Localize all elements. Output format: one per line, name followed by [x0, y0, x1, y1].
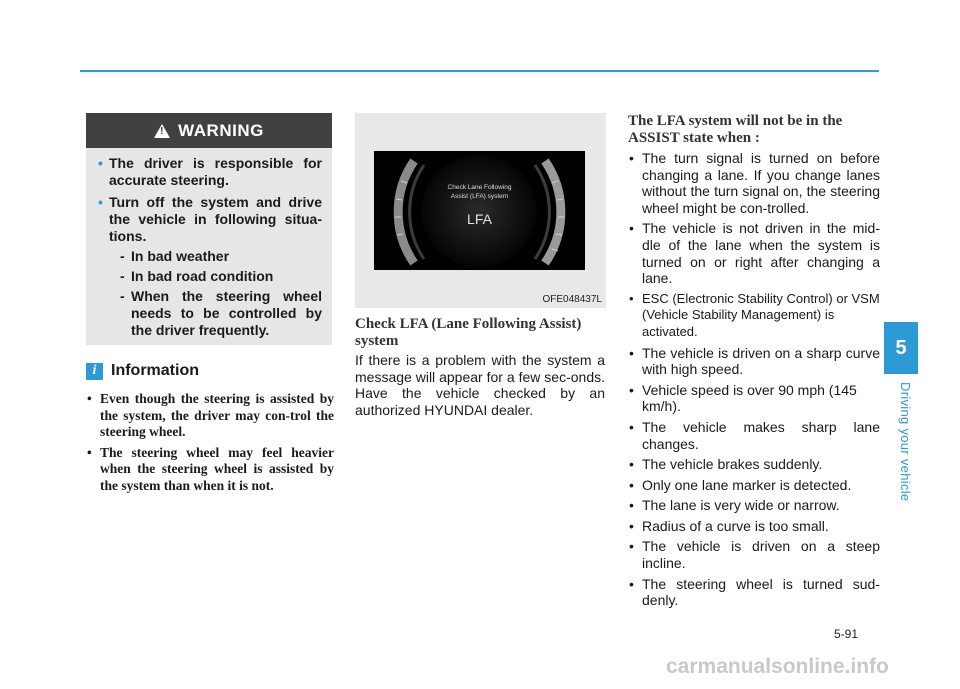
warning-subitem: - In bad weather	[120, 248, 230, 264]
instrument-cluster-image	[374, 151, 585, 270]
warning-subitem: - In bad road condition	[120, 268, 274, 284]
page-number: 5-91	[834, 627, 859, 641]
list-item: • Only one lane marker is detected.	[629, 476, 852, 493]
warning-item: • The driver is responsible for accurate steering.	[98, 155, 322, 188]
bullet-icon: •	[87, 444, 92, 460]
list-item: • ESC (Electronic Stability Control) or VSM (Vehicle Stability Management) is activated.	[629, 290, 880, 339]
list-item: • The vehicle is driven on a steep incline.	[629, 538, 880, 572]
list-item: • The turn signal is turned on before changing a lane. If you change lanes without the turn signal on, the steering wheel might be con-trolled.	[629, 150, 880, 216]
cluster-lfa-label: LFA	[467, 211, 492, 227]
not-assist-heading: The LFA system will not be in the ASSIST state when :	[628, 113, 843, 146]
warning-header	[86, 113, 332, 148]
bullet-icon: •	[87, 391, 92, 406]
list-item: • The lane is very wide or narrow.	[629, 497, 840, 514]
information-label: Information	[111, 362, 199, 379]
warning-box	[86, 113, 332, 345]
list-item: • Radius of a curve is too small.	[629, 517, 829, 534]
warning-label: WARNING	[178, 120, 264, 140]
list-item: • The vehicle is driven on a sharp curve with high speed.	[629, 344, 880, 378]
warning-triangle-icon	[154, 124, 170, 138]
information-header	[86, 362, 199, 380]
warning-body	[86, 148, 332, 339]
bullet-icon: •	[629, 575, 634, 592]
information-item: • Even though the steering is assisted by the system, the driver may con-trol the steering wheel.	[87, 391, 334, 439]
bullet-icon: •	[629, 418, 634, 435]
bullet-icon: •	[629, 220, 634, 237]
chapter-tab	[884, 322, 918, 374]
list-item: • The steering wheel is turned sud-denly.	[629, 575, 880, 609]
list-item: • The vehicle makes sharp lane changes.	[629, 418, 880, 452]
not-assist-list	[628, 150, 880, 613]
cluster-figure	[355, 113, 606, 308]
figure-code: OFE048437L	[542, 294, 602, 305]
bullet-icon: •	[629, 150, 634, 166]
warning-subitem: - When the steering wheel needs to be controlled by the driver frequently.	[120, 288, 322, 338]
chapter-title: Driving your vehicle	[898, 382, 913, 502]
bullet-icon: •	[98, 194, 103, 210]
bullet-icon: •	[629, 381, 634, 398]
bullet-icon: •	[629, 290, 634, 306]
bullet-icon: •	[629, 344, 634, 361]
cluster-message: Check Lane Following Assist (LFA) system	[447, 184, 512, 200]
watermark: carmanualsonline.info	[666, 655, 889, 678]
information-list	[86, 391, 334, 498]
bullet-icon: •	[629, 456, 634, 473]
warning-item: • Turn off the system and drive the vehicle in following situa-tions. - In bad weather - In bad road condition - When the steering wheel needs to be controlled by the driver frequently.	[98, 194, 322, 338]
list-item: • Vehicle speed is over 90 mph (145 km/h).	[629, 381, 857, 415]
information-item: • The steering wheel may feel heavier when the steering wheel is assisted by the system than when it is not.	[87, 444, 334, 493]
bullet-icon: •	[98, 155, 103, 171]
chapter-number: 5	[895, 336, 907, 359]
bullet-icon: •	[629, 538, 634, 555]
check-lfa-heading: Check LFA (Lane Following Assist) system	[355, 316, 582, 349]
top-rule	[80, 70, 879, 72]
bullet-icon: •	[629, 517, 634, 534]
bullet-icon: •	[629, 476, 634, 493]
info-icon: i	[86, 363, 103, 380]
check-lfa-body: If there is a problem with the system a message will appear for a few sec-onds. Have the vehicle checked by an authorized HYUNDAI dealer.	[355, 352, 605, 418]
list-item: • The vehicle is not driven in the mid-dle of the lane when the system is turned on or right after changing a lane.	[629, 220, 880, 287]
list-item: • The vehicle brakes suddenly.	[629, 456, 823, 473]
bullet-icon: •	[629, 497, 634, 514]
